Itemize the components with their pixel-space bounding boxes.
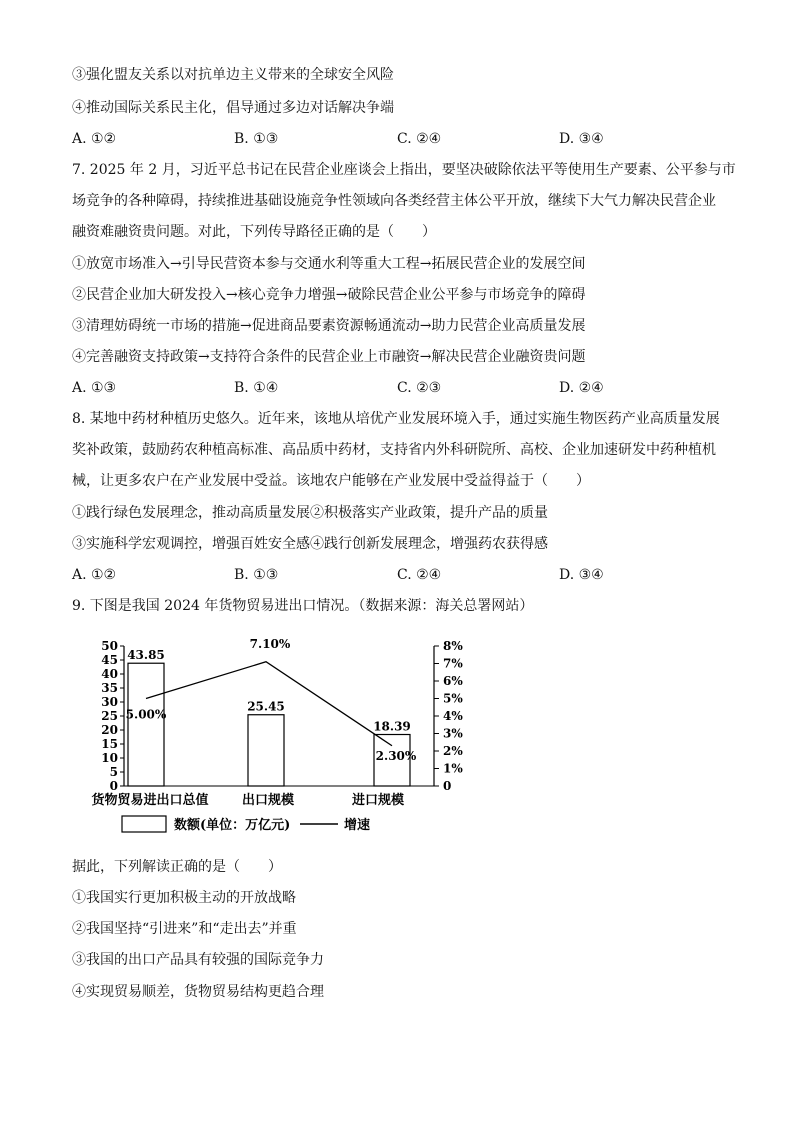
q9-item-4: ④实现贸易顺差，货物贸易结构更趋合理	[72, 984, 324, 1000]
q8-stem-line-3: 械，让更多农户在产业发展中受益。该地农户能够在产业发展中受益得益于（ ）	[72, 473, 590, 489]
growth-value-label: 5.00%	[125, 707, 167, 722]
right-tick-label: 3%	[443, 726, 463, 741]
left-tick-label: 25	[101, 709, 118, 723]
q9-item-2: ②我国坚持“引进来”和“走出去”并重	[72, 921, 297, 937]
q8-stem-line-2: 奖补政策，鼓励药农种植高标准、高品质中药材，支持省内外科研院所、高校、企业加速研发中药种植机	[72, 442, 716, 458]
right-tick-label: 1%	[443, 761, 463, 776]
left-tick-label: 30	[101, 695, 118, 709]
q6-option-c: C. ②④	[397, 131, 442, 147]
left-tick-label: 20	[101, 723, 118, 737]
q6-options	[72, 130, 732, 148]
right-tick-label: 5%	[443, 691, 463, 706]
q9-item-3: ③我国的出口产品具有较强的国际竞争力	[72, 952, 324, 968]
bar	[128, 663, 164, 786]
trade-chart	[80, 634, 480, 844]
legend-bar-swatch	[122, 816, 166, 832]
q9-item-1: ①我国实行更加积极主动的开放战略	[72, 890, 296, 906]
q8-options	[72, 566, 732, 584]
left-tick-label: 10	[101, 751, 118, 765]
q7-stem-line-2: 场竞争的各种障碍，持续推进基础设施竞争性领域向各类经营主体公平开放，继续下大气力解决民营企业	[72, 193, 716, 209]
right-tick-label: 2%	[443, 744, 463, 758]
left-tick-label: 5	[109, 765, 118, 779]
q6-item-4: ④推动国际关系民主化，倡导通过多边对话解决争端	[72, 100, 394, 116]
category-label: 出口规模	[241, 793, 295, 808]
right-tick-label: 4%	[443, 709, 463, 723]
q8-item-row-2: ③实施科学宏观调控，增强百姓安全感④践行创新发展理念，增强药农获得感	[72, 536, 548, 552]
category-label: 货物贸易进出口总值	[91, 793, 209, 808]
left-tick-label: 0	[109, 779, 118, 793]
q7-options	[72, 379, 732, 397]
q8-option-d: D. ③④	[559, 567, 604, 583]
left-y-axis	[101, 639, 124, 793]
q6-option-d: D. ③④	[559, 131, 604, 147]
q8-option-c: C. ②④	[397, 567, 442, 583]
q7-stem-line-3: 融资难融资贵问题。对此，下列传导路径正确的是（ ）	[72, 224, 436, 240]
q7-item-3: ③清理妨碍统一市场的措施→促进商品要素资源畅通流动→助力民营企业高质量发展	[72, 318, 586, 334]
legend-bar-label: 数额(单位：万亿元)	[174, 818, 291, 833]
q7-option-d: D. ②④	[559, 380, 604, 396]
q9-prompt: 据此，下列解读正确的是（ ）	[72, 859, 282, 875]
growth-value-label: 7.10%	[249, 636, 291, 651]
q9-stem: 9. 下图是我国 2024 年货物贸易进出口情况。（数据来源：海关总署网站）	[72, 598, 534, 614]
left-tick-label: 45	[101, 653, 118, 667]
q6-item-3: ③强化盟友关系以对抗单边主义带来的全球安全风险	[72, 67, 394, 83]
legend-line-label: 增速	[344, 818, 371, 833]
bar-value-label: 43.85	[127, 648, 165, 663]
left-tick-label: 35	[101, 681, 118, 695]
left-tick-label: 50	[101, 639, 118, 653]
chart-legend	[122, 816, 370, 833]
x-axis-categories	[91, 792, 405, 808]
bar-series	[125, 663, 410, 786]
q8-stem-line-1: 8. 某地中药材种植历史悠久。近年来，该地从培优产业发展环境入手，通过实施生物医药产业高质量发展	[72, 411, 720, 427]
right-tick-label: 6%	[443, 674, 463, 688]
bar	[248, 715, 284, 786]
right-tick-label: 7%	[443, 656, 463, 671]
q8-option-a: A. ①②	[72, 567, 117, 583]
left-tick-label: 40	[101, 667, 118, 681]
growth-value-label: 2.30%	[375, 748, 417, 763]
q7-item-1: ①放宽市场准入→引导民营资本参与交通水利等重大工程→拓展民营企业的发展空间	[72, 256, 586, 272]
q7-item-2: ②民营企业加大研发投入→核心竞争力增强→破除民营企业公平参与市场竞争的障碍	[72, 287, 586, 303]
left-tick-label: 15	[101, 737, 118, 751]
q6-option-b: B. ①③	[234, 131, 279, 147]
right-tick-label: 8%	[443, 639, 463, 653]
q8-option-b: B. ①③	[234, 567, 279, 583]
q7-item-4: ④完善融资支持政策→支持符合条件的民营企业上市融资→解决民营企业融资贵问题	[72, 349, 586, 365]
q8-item-row-1: ①践行绿色发展理念，推动高质量发展②积极落实产业政策，提升产品的质量	[72, 505, 548, 521]
q6-option-a: A. ①②	[72, 131, 117, 147]
right-y-axis	[124, 636, 463, 793]
q7-option-b: B. ①④	[234, 380, 279, 396]
q7-option-c: C. ②③	[397, 380, 442, 396]
right-tick-label: 0	[443, 779, 452, 793]
bar-value-label: 18.39	[373, 719, 411, 734]
q7-option-a: A. ①③	[72, 380, 117, 396]
q7-stem-line-1: 7. 2025 年 2 月，习近平总书记在民营企业座谈会上指出，要坚决破除依法平等使用生产要素、公平参与市	[72, 162, 736, 178]
bar-value-label: 25.45	[247, 699, 285, 714]
category-label: 进口规模	[351, 793, 405, 808]
